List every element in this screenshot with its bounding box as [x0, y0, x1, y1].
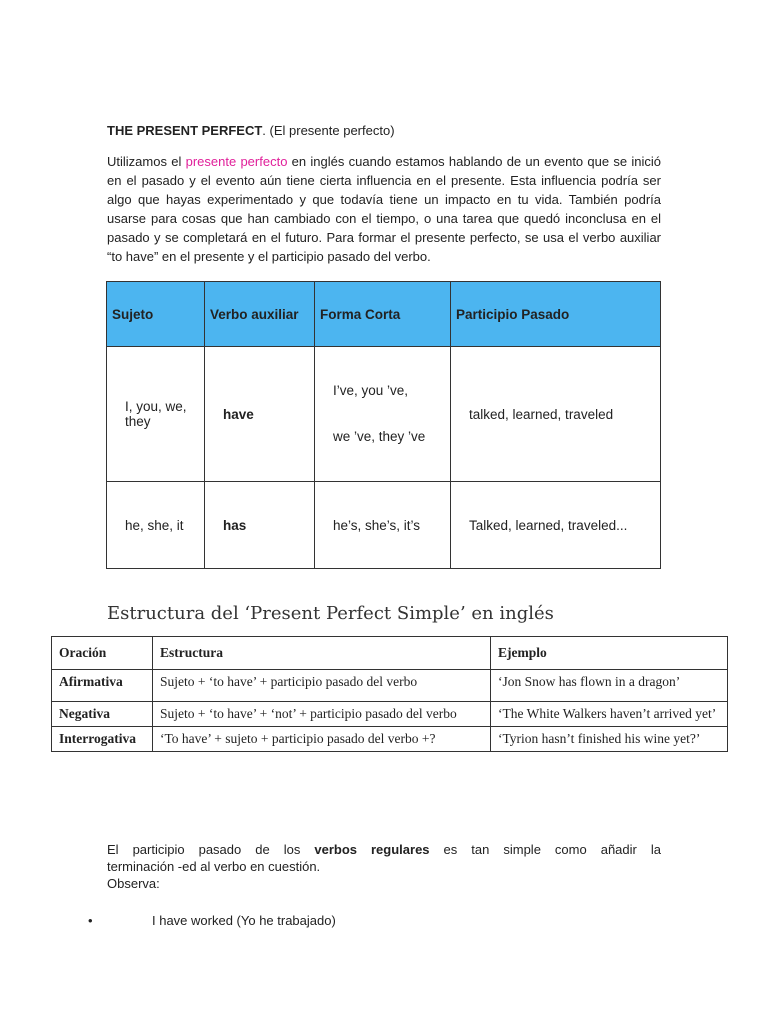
table-row — [52, 670, 728, 702]
table-row — [107, 482, 661, 569]
col-verbo-auxiliar: Verbo auxiliar — [205, 282, 315, 347]
table-row — [107, 347, 661, 482]
para2-line-3: Observa: — [107, 876, 160, 891]
cell-ejemplo: ‘The White Walkers haven’t arrived yet’ — [491, 702, 728, 727]
para2-before: El participio pasado de los — [107, 842, 301, 857]
col-participio-pasado: Participio Pasado — [451, 282, 661, 347]
col-ejemplo: Ejemplo — [491, 637, 728, 670]
document-heading — [107, 123, 395, 138]
cell-verbo: have — [205, 347, 315, 482]
cell-oracion: Negativa — [52, 702, 153, 727]
cell-ejemplo: ‘Tyrion hasn’t finished his wine yet?’ — [491, 727, 728, 752]
intro-highlight: presente perfecto — [185, 154, 288, 169]
intro-before: Utilizamos el — [107, 154, 186, 169]
intro-paragraph — [107, 152, 661, 266]
conjugation-table — [106, 281, 661, 569]
heading-bold: THE PRESENT PERFECT — [107, 123, 263, 138]
forma-corta-line-2: we ’ve, they ’ve — [333, 429, 426, 444]
heading-rest: . (El presente perfecto) — [262, 123, 395, 138]
cell-sujeto: I, you, we, they — [107, 347, 205, 482]
cell-ejemplo: ‘Jon Snow has flown in a dragon’ — [491, 670, 728, 702]
intro-after: en inglés cuando estamos hablando de un evento que se inició en el pasado y el evento aún tiene cierta influencia en el presente. Esta influencia podría ser algo que hayas experimentado y que todavía tiene un impacto en tu vida. También podría usarse para cosas que han cambiado con el tiempo, o una tarea que quedó inconclusa en el pasado y se completará en el futuro. Para formar el presente perfecto, se usa el verbo auxiliar “to have” en el presente y el participio pasado del verbo. — [107, 154, 661, 264]
cell-participio: talked, learned, traveled — [451, 347, 661, 482]
section-title: Estructura del ‘Present Perfect Simple’ en inglés — [107, 603, 554, 624]
table-row — [52, 702, 728, 727]
para2-line-2: terminación -ed al verbo en cuestión. — [107, 859, 321, 874]
cell-oracion: Interrogativa — [52, 727, 153, 752]
conjugation-table-header — [107, 282, 661, 347]
structure-table-header — [52, 637, 728, 670]
forma-corta-line-1: I’ve, you ’ve, — [333, 383, 409, 398]
para2-line-1 — [107, 841, 661, 858]
para2-after: es tan simple como añadir la — [443, 842, 661, 857]
cell-oracion: Afirmativa — [52, 670, 153, 702]
bullet-marker: • — [88, 913, 93, 928]
table-row — [52, 727, 728, 752]
para2-bold: verbos regulares — [314, 842, 430, 857]
col-estructura: Estructura — [153, 637, 491, 670]
col-sujeto: Sujeto — [107, 282, 205, 347]
cell-forma-corta: he’s, she’s, it’s — [315, 482, 451, 569]
cell-verbo: has — [205, 482, 315, 569]
cell-estructura: Sujeto + ‘to have’ + ‘not’ + participio pasado del verbo — [153, 702, 491, 727]
col-forma-corta: Forma Corta — [315, 282, 451, 347]
bullet-item: I have worked (Yo he trabajado) — [152, 913, 336, 928]
cell-forma-corta — [315, 347, 451, 482]
structure-table — [51, 636, 728, 752]
cell-estructura: Sujeto + ‘to have’ + participio pasado del verbo — [153, 670, 491, 702]
col-oracion: Oración — [52, 637, 153, 670]
regular-verbs-paragraph — [107, 841, 661, 892]
cell-participio: Talked, learned, traveled... — [451, 482, 661, 569]
cell-estructura: ‘To have’ + sujeto + participio pasado del verbo +? — [153, 727, 491, 752]
cell-sujeto: he, she, it — [107, 482, 205, 569]
